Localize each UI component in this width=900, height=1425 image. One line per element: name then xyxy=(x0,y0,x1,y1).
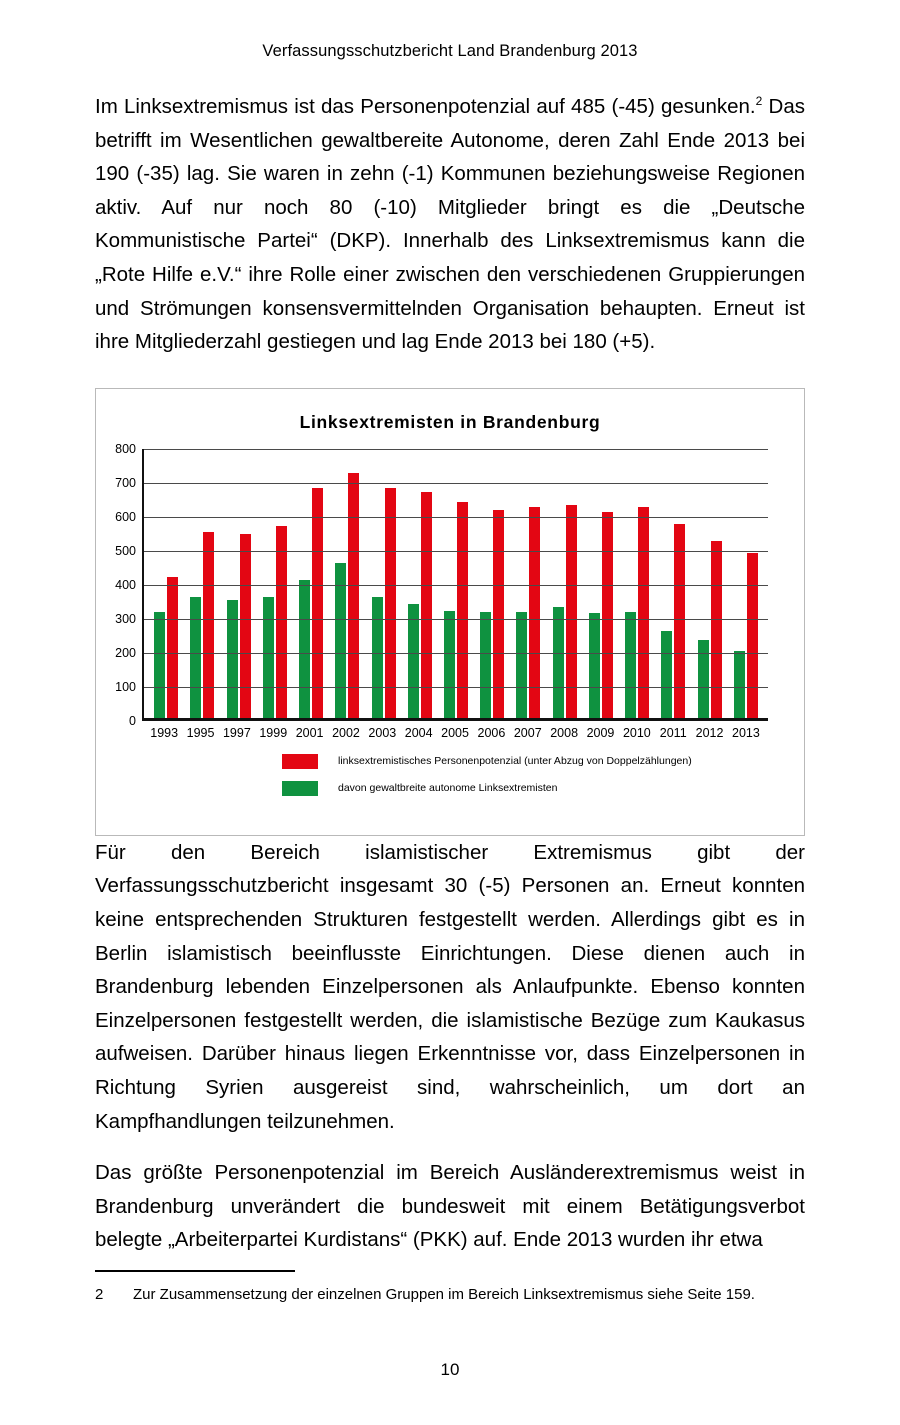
legend-swatch-green-icon xyxy=(282,781,318,796)
bar-group-2009 xyxy=(583,446,619,718)
gridline-300 xyxy=(144,619,768,620)
bar-2007-autonome xyxy=(516,612,527,717)
bar-2005-potenzial xyxy=(457,502,468,718)
legend-item-green xyxy=(282,781,804,796)
x-axis-tick-2002: 2002 xyxy=(332,725,360,740)
bar-group-2004 xyxy=(402,446,438,718)
x-axis-tick-2003: 2003 xyxy=(368,725,397,740)
legend-item-red xyxy=(282,754,804,769)
bar-1993-potenzial xyxy=(167,577,178,718)
bar-1997-potenzial xyxy=(240,534,251,718)
bar-2005-autonome xyxy=(444,611,455,718)
x-axis-tick-2009: 2009 xyxy=(586,725,615,740)
y-axis-tick-500: 500 xyxy=(115,543,136,558)
bar-group-1993 xyxy=(148,446,184,718)
bar-2009-autonome xyxy=(589,613,600,718)
bar-1993-autonome xyxy=(154,612,165,717)
legend-label-red: linksextremistisches Personenpotenzial (unter Abzug von Doppelzählungen) xyxy=(338,755,692,768)
paragraph-text-continuation: Das betrifft im Wesentlichen gewaltbereite Autonome, deren Zahl Ende 2013 bei 190 (-35) lag. Sie waren in zehn (-1) Kommunen beziehungsweise Regionen aktiv. Auf nur noch 80 (-10) Mitglieder bringt es die „Deutsche Kommunistische Partei“ (DKP). Innerhalb des Linksextremismus kann die „Rote Hilfe e.V.“ ihre Rolle einer zwischen den verschiedenen Gruppierungen und Strömungen konsensvermittelnden Organisation behaupten. Erneut ist ihre Mitgliederzahl gestiegen und lag Ende 2013 bei 180 (+5). xyxy=(95,95,805,354)
x-axis-tick-1993: 1993 xyxy=(150,725,179,740)
x-axis-tick-2004: 2004 xyxy=(404,725,433,740)
bar-2013-potenzial xyxy=(747,553,758,718)
bar-2013-autonome xyxy=(734,651,745,717)
bar-2002-autonome xyxy=(335,563,346,718)
x-axis-labels xyxy=(142,726,768,740)
bar-1999-autonome xyxy=(263,597,274,718)
bar-2001-potenzial xyxy=(312,488,323,718)
x-axis-tick-2005: 2005 xyxy=(441,725,469,740)
paragraph-text: Im Linksextremismus ist das Personenpotenzial auf 485 (-45) gesunken. xyxy=(95,95,756,118)
chart-legend xyxy=(96,754,804,808)
x-axis-tick-1997: 1997 xyxy=(222,725,251,740)
x-axis-tick-1995: 1995 xyxy=(186,725,215,740)
bar-group-2002 xyxy=(329,446,365,718)
chart-plot-area xyxy=(115,441,768,740)
y-axis-tick-0: 0 xyxy=(129,713,136,728)
paragraph-linksextremismus xyxy=(95,90,805,359)
gridline-800 xyxy=(144,449,768,450)
footnote-item xyxy=(95,1283,805,1307)
bar-group-2001 xyxy=(293,446,329,718)
bar-2011-autonome xyxy=(661,631,672,718)
x-axis-tick-1999: 1999 xyxy=(259,725,288,740)
page-number: 10 xyxy=(440,1360,460,1379)
bar-1999-potenzial xyxy=(276,526,287,718)
paragraph-islamismus: Für den Bereich islamistischer Extremismus gibt der Verfassungsschutzbericht insgesamt 30 (-5) Personen an. Erneut konnten keine entsprechenden Strukturen festgestellt werden. Allerdings gibt es in Berlin islamistisch beeinflusste Einrichtungen. Diese dienen auch in Brandenburg lebenden Einzelpersonen als Anlaufpunkte. Ebenso konnten Einzelpersonen festgestellt werden, die islamistische Bezüge zum Kaukasus aufweisen. Darüber hinaus liegen Erkenntnisse vor, dass Einzelpersonen in Richtung Syrien ausgereist sind, wahrscheinlich, um dort an Kampfhandlungen teilzunehmen. xyxy=(95,840,805,1133)
x-axis-tick-2013: 2013 xyxy=(732,725,760,740)
bar-group-2008 xyxy=(547,446,583,718)
gridline-100 xyxy=(144,687,768,688)
bar-group-1999 xyxy=(257,446,293,718)
bar-group-2006 xyxy=(474,446,510,718)
chart-title: Linksextremisten in Brandenburg xyxy=(299,411,601,432)
gridline-500 xyxy=(144,551,768,552)
bar-2001-autonome xyxy=(299,580,310,718)
bar-groups xyxy=(144,446,768,718)
gridline-400 xyxy=(144,585,768,586)
footnote-number: 2 xyxy=(95,1286,104,1303)
bar-group-2012 xyxy=(692,446,728,718)
y-axis-tick-200: 200 xyxy=(115,645,136,660)
y-axis-tick-300: 300 xyxy=(115,611,136,626)
x-axis-tick-2001: 2001 xyxy=(295,725,324,740)
running-head: Verfassungsschutzbericht Land Brandenburg 2013 xyxy=(262,42,638,60)
bar-group-2003 xyxy=(365,446,401,718)
bar-2011-potenzial xyxy=(674,524,685,718)
footnote-area xyxy=(95,1270,805,1307)
legend-swatch-red-icon xyxy=(282,754,318,769)
y-axis-tick-100: 100 xyxy=(115,679,136,694)
x-axis-tick-2006: 2006 xyxy=(477,725,506,740)
bar-1995-autonome xyxy=(190,597,201,718)
x-axis-tick-2010: 2010 xyxy=(622,725,651,740)
y-axis-labels xyxy=(96,441,136,728)
bar-2004-potenzial xyxy=(421,492,432,718)
bar-group-1997 xyxy=(220,446,256,718)
bar-2010-autonome xyxy=(625,612,636,717)
plot-frame xyxy=(142,449,768,721)
bar-2012-potenzial xyxy=(711,541,722,718)
bar-2002-potenzial xyxy=(348,473,359,718)
gridline-200 xyxy=(144,653,768,654)
bar-2003-potenzial xyxy=(385,488,396,718)
bar-group-2010 xyxy=(619,446,655,718)
bar-2008-autonome xyxy=(553,607,564,718)
y-axis-tick-600: 600 xyxy=(115,509,136,524)
gridline-600 xyxy=(144,517,768,518)
x-axis-tick-2011: 2011 xyxy=(659,725,687,740)
y-axis-tick-400: 400 xyxy=(115,577,136,592)
y-axis-tick-700: 700 xyxy=(115,475,136,490)
bar-1995-potenzial xyxy=(203,532,214,717)
bar-group-2007 xyxy=(510,446,546,718)
bar-2003-autonome xyxy=(372,597,383,718)
y-axis-tick-800: 800 xyxy=(115,441,136,456)
bar-2006-autonome xyxy=(480,612,491,717)
bar-group-1995 xyxy=(184,446,220,718)
footnote-text: Zur Zusammensetzung der einzelnen Gruppen im Bereich Linksextremismus siehe Seite 159. xyxy=(133,1286,755,1303)
gridline-700 xyxy=(144,483,768,484)
footnote-rule xyxy=(95,1270,295,1272)
x-axis-tick-2008: 2008 xyxy=(550,725,579,740)
bar-group-2005 xyxy=(438,446,474,718)
bar-group-2013 xyxy=(728,446,764,718)
footnote-marker: 2 xyxy=(755,94,763,109)
bar-group-2011 xyxy=(655,446,691,718)
x-axis-tick-2012: 2012 xyxy=(695,725,724,740)
bar-2004-autonome xyxy=(408,604,419,718)
legend-label-green: davon gewaltbreite autonome Linksextremisten xyxy=(338,782,558,795)
paragraph-auslaenderextremismus: Das größte Personenpotenzial im Bereich Ausländerextremismus weist in Brandenburg unverändert die bundesweit mit einem Betätigungsverbot belegte „Arbeiterpartei Kurdistans“ (PKK) auf. Ende 2013 wurden ihr etwa xyxy=(95,1161,805,1252)
chart-figure xyxy=(95,388,805,836)
x-axis-tick-2007: 2007 xyxy=(513,725,542,740)
